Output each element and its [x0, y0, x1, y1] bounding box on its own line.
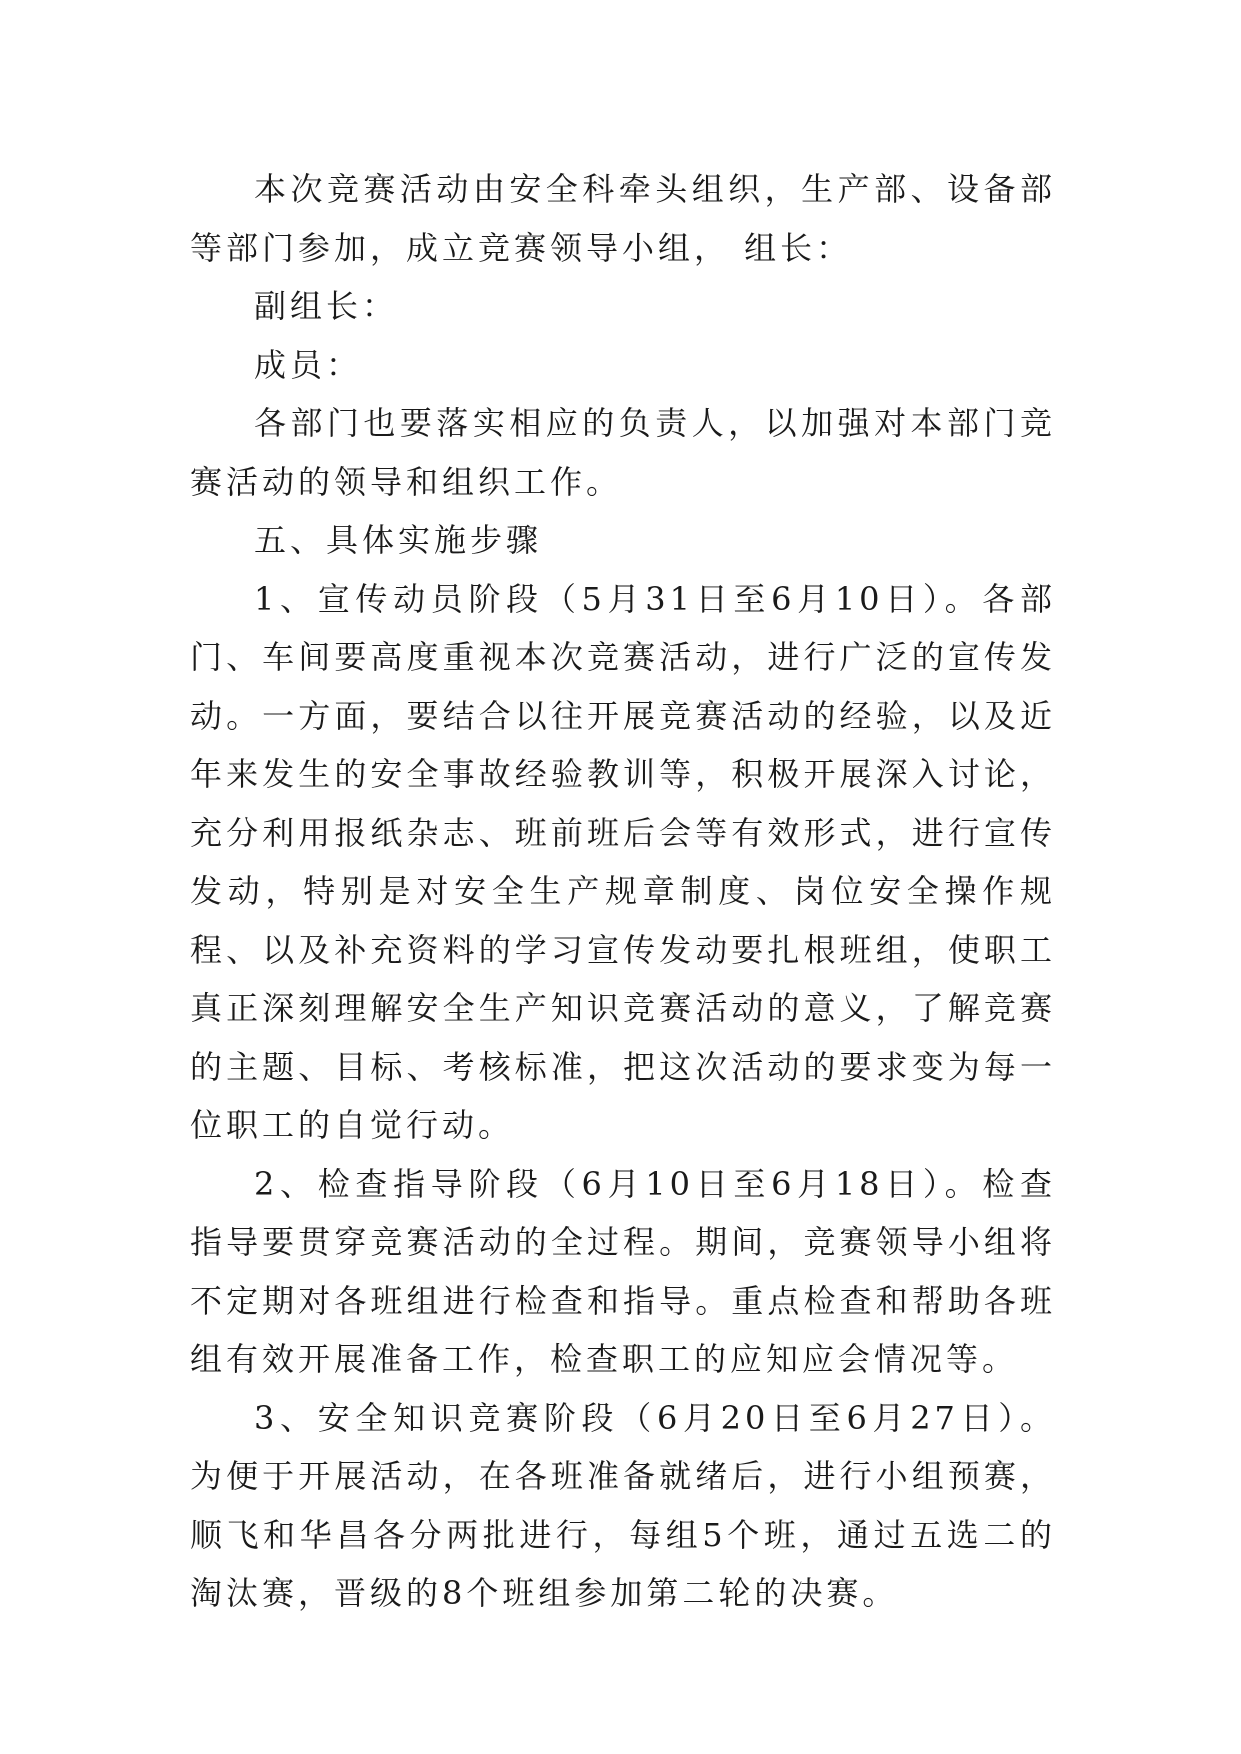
paragraph-step-2-inspection: 2、检查指导阶段（6月10日至6月18日）。检查指导要贯穿竞赛活动的全过程。期间，竞赛领导小组将不定期对各班组进行检查和指导。重点检查和帮助各班组有效开展准备工作，检查职工的应知应会情况等。: [190, 1164, 1056, 1378]
paragraph-step-3-competition: 3、安全知识竞赛阶段（6月20日至6月27日）。为便于开展活动，在各班准备就绪后，进行小组预赛，顺飞和华昌各分两批进行，每组5个班，通过五选二的淘汰赛，晋级的8个班组参加第二轮的决赛。: [190, 1398, 1056, 1612]
paragraph-step-1-publicity: 1、宣传动员阶段（5月31日至6月10日）。各部门、车间要高度重视本次竞赛活动，进行广泛的宣传发动。一方面，要结合以往开展竞赛活动的经验，以及近年来发生的安全事故经验教训等，积极开展深入讨论，充分利用报纸杂志、班前班后会等有效形式，进行宣传发动，特别是对安全生产规章制度、岗位安全操作规程、以及补充资料的学习宣传发动要扎根班组，使职工真正深刻理解安全生产知识竞赛活动的意义，了解竞赛的主题、目标、考核标准，把这次活动的要求变为每一位职工的自觉行动。: [190, 579, 1056, 1144]
paragraph-deputy-leader: 副组长：: [254, 287, 399, 325]
document-body: [190, 160, 1056, 1623]
paragraph-organization: 本次竞赛活动由安全科牵头组织，生产部、设备部等部门参加，成立竞赛领导小组， 组长：: [190, 170, 1056, 267]
section-heading-implementation-steps: 五、具体实施步骤: [254, 521, 543, 559]
paragraph-members: 成员：: [254, 345, 363, 384]
paragraph-department-responsibility: 各部门也要落实相应的负责人，以加强对本部门竞赛活动的领导和组织工作。: [190, 404, 1056, 501]
